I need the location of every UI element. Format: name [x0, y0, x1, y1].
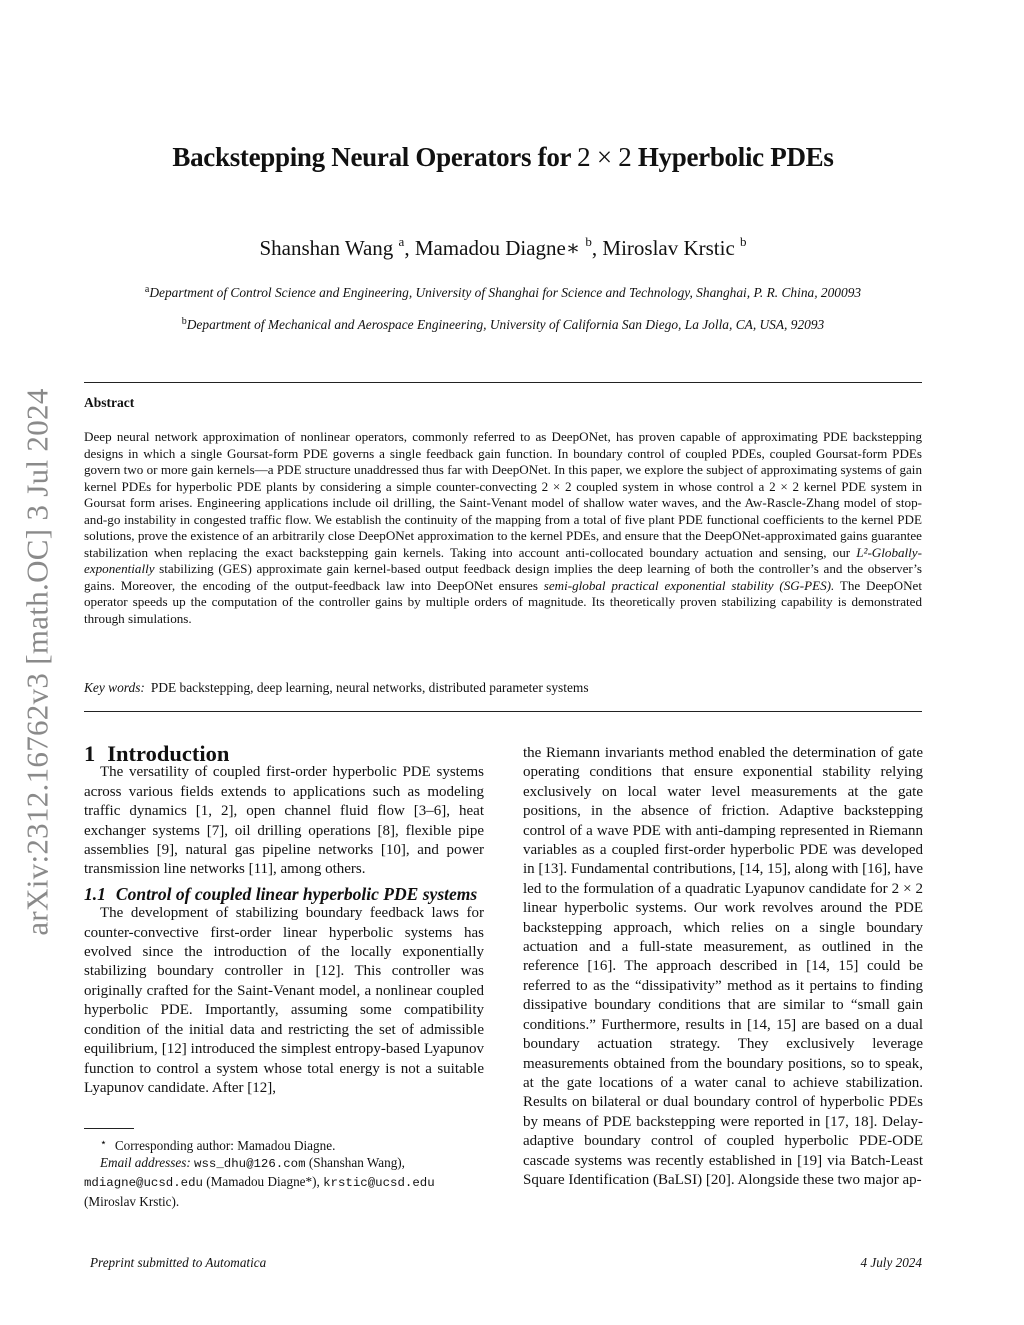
right-column: [523, 744, 923, 1190]
title-text-2: Hyperbolic PDEs: [631, 142, 834, 172]
footnote-star: ⋆: [100, 1137, 107, 1149]
footnote-rule: [84, 1128, 134, 1129]
footer-date: 4 July 2024: [860, 1255, 922, 1270]
section-number: 1: [84, 741, 96, 766]
email-owner-2: (Mamadou Diagne*),: [202, 1174, 324, 1190]
corresponding-author-note: [84, 1135, 484, 1154]
email-link-1[interactable]: wss_dhu@126.com: [194, 1157, 306, 1172]
affiliation-b-marker: b: [181, 316, 187, 327]
author-1: Shanshan Wang: [259, 236, 399, 260]
abstract-ges-term: L²-Globally-exponentially: [84, 544, 922, 576]
author-2-affil: b: [585, 234, 592, 249]
affiliation-a-marker: a: [144, 284, 150, 295]
keywords-label: Key words:: [84, 680, 145, 695]
keywords-text: PDE backstepping, deep learning, neural networks, distributed parameter systems: [150, 680, 589, 695]
paper-title: [84, 142, 922, 173]
arxiv-identifier: arXiv:2312.16762v3 [math.OC] 3 Jul 2024: [20, 388, 55, 936]
author-separator-2: ,: [591, 236, 603, 260]
abstract-top-rule: [84, 382, 922, 383]
author-list: [84, 234, 922, 261]
email-line: [84, 1154, 484, 1173]
email-line-2: [84, 1173, 484, 1192]
footer-preprint-note: Preprint submitted to Automatica: [90, 1255, 267, 1270]
section-heading: [84, 741, 484, 766]
footnotes: [84, 1135, 484, 1210]
email-label: Email addresses:: [100, 1155, 191, 1171]
title-math: 2 × 2: [577, 142, 632, 172]
intro-paragraph-3: the Riemann invariants method enabled the determination of gate operating conditions that ensure exponential stability relying exclusively on local water level measurements at the gate positions, in the absence of friction. Adaptive backstepping control of a wave PDE with anti-damping represented in Riemann variables as a coupled first-order hyperbolic PDE was developed in [13]. Fundamental contributions, [14, 15], along with [16], have led to the formulation of a quadratic Lyapunov candidate for 2 × 2 linear hyperbolic systems. Our work revolves around the PDE backstepping approach, which relies on a single boundary actuation and a full-state measurement, as outlined in the reference [16]. The approach described in [14, 15] could be referred to as the “dissipativity” method as it pertains to finding dissipative boundary conditions that are similar to “small gain conditions.” Furthermore, results in [14, 15] are based on a dual boundary actuation strategy. They exclusively leverage measurements obtained from the boundary positions, so to speak, at the gate locations of a water canal to achieve stabilization. Results on bilateral or dual boundary control of hyperbolic PDEs by means of PDE backstepping were reported in [17, 18]. Delay-adaptive boundary control of coupled hyperbolic PDE-ODE cascade systems was recently established in [19] via Batch-Least Square Identification (BaLSI) [20]. Alongside these two major ap-: [523, 745, 923, 1188]
author-3-affil: b: [740, 234, 747, 249]
section-title: Introduction: [107, 741, 230, 766]
abstract-text-3: The DeepONet operator speeds up the computation of the controller gains by multiple orders of magnitude. Its theoretically proven stabilizing capability is demonstrated through simulations.: [84, 577, 922, 626]
author-separator-1: ,: [404, 236, 415, 260]
affiliation-b: [84, 316, 922, 333]
subsection-heading: [84, 885, 484, 904]
email-owner-1: (Shanshan Wang),: [305, 1155, 405, 1171]
abstract-body: [84, 429, 922, 627]
abstract-heading: Abstract: [84, 395, 135, 410]
abstract-bottom-rule: [84, 711, 922, 712]
abstract-sgpes-term: semi-global practical exponential stability (SG-PES).: [543, 577, 835, 593]
email-line-3: (Miroslav Krstic).: [84, 1193, 180, 1209]
abstract-text-1: Deep neural network approximation of nonlinear operators, commonly referred to as DeepONet, has proven capable of approximating PDE backstepping designs in which a single Goursat-form PDE governs a single feedback gain function. In boundary control of coupled PDEs, coupled Goursat-form PDEs govern two or more gain kernels—a PDE structure unaddressed thus far with DeepONet. In this paper, we explore the subject of approximating systems of gain kernel PDEs for hyperbolic PDE plants by considering a simple counter-convecting 2 × 2 coupled system in whose control a 2 × 2 kernel PDE system in Goursat form arises. Engineering applications include oil drilling, the Saint-Venant model of shallow water waves, and the Aw-Rascle-Zhang model of stop-and-go instability in congested traffic flow. We establish the continuity of the mapping from a total of five plant PDE functional coefficients to the kernel PDE solutions, prove the existence of an arbitrarily close DeepONet approximation to the kernel PDEs, and ensure that the DeepONet-approximated gains guarantee stabilization when replacing the exact backstepping gain kernels. Taking into account anti-collocated boundary actuation and sensing, our: [84, 429, 922, 560]
affiliation-b-text: Department of Mechanical and Aerospace Engineering, University of California San Diego, La Jolla, CA, USA, 92093: [186, 317, 825, 332]
keywords: [84, 680, 589, 696]
abstract-text-2: stabilizing (GES) approximate gain kernel-based output feedback design implies the deep learning of both the controller’s and the observer’s gains. Moreover, the encoding of the output-feedback law into DeepONet ensures: [84, 561, 922, 593]
author-3: Miroslav Krstic: [602, 236, 741, 260]
title-text-1: Backstepping Neural Operators for: [172, 142, 578, 172]
corresponding-author-text: Corresponding author: Mamadou Diagne.: [114, 1138, 336, 1153]
subsection-title: Control of coupled linear hyperbolic PDE systems: [115, 883, 478, 904]
email-link-3[interactable]: krstic@ucsd.edu: [323, 1176, 435, 1191]
author-1-affil: a: [398, 234, 405, 249]
arxiv-sidebar: [8, 348, 68, 976]
affiliation-a-text: Department of Control Science and Engineering, University of Shanghai for Science and Technology, Shanghai, P. R. China, 200093: [149, 285, 862, 300]
email-link-2[interactable]: mdiagne@ucsd.edu: [84, 1176, 203, 1191]
left-column: [84, 741, 484, 1098]
intro-paragraph-2: The development of stabilizing boundary feedback laws for counter-convective first-order linear hyperbolic systems has evolved since the introduction of the locally exponentially stabilizing boundary controller in [12]. This controller was originally crafted for the Saint-Venant model, a nonlinear coupled hyperbolic PDE. Importantly, assuming some compatibility condition of the initial data and restricting the set of admissible equilibrium, [12] introduced the simplest entropy-based Lyapunov function to control a system whose total energy is not a suitable Lyapunov candidate. After [12],: [84, 905, 484, 1096]
subsection-number: 1.1: [84, 883, 106, 904]
author-2: Mamadou Diagne∗: [414, 236, 586, 260]
intro-paragraph-1: The versatility of coupled first-order hyperbolic PDE systems across various fields extends to applications such as modeling traffic dynamics [1, 2], open channel fluid flow [3–6], heat exchanger systems [7], oil drilling operations [8], flexible pipe assemblies [9], natural gas pipeline networks [10], and power transmission line networks [11], among others.: [84, 764, 484, 878]
affiliation-a: [84, 284, 922, 301]
